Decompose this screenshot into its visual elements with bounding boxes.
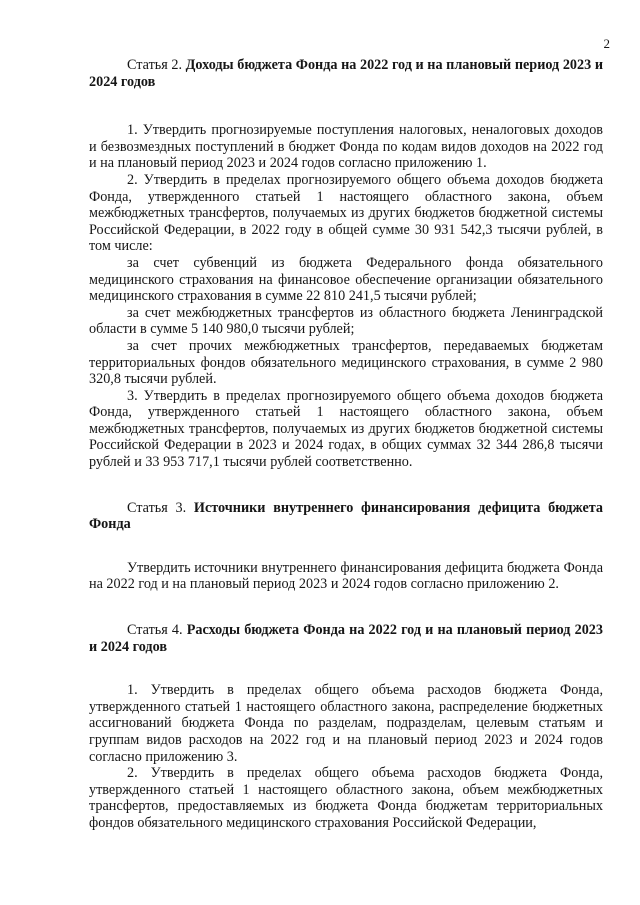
article-2-label: Статья 2. — [127, 57, 183, 73]
article-2-paragraph-3: за счет субвенций из бюджета Федерального фонда обязательного медицинского страхования на финансовое обеспечение организации обязательного медицинского страхования в сумме 22 810 241,5 тысячи рублей; — [89, 254, 603, 305]
article-4-heading — [89, 622, 603, 655]
page-number: 2 — [603, 36, 610, 51]
article-2-paragraph-1: 1. Утвердить прогнозируемые поступления налоговых, неналоговых доходов и безвозмездных поступлений в бюджет Фонда по кодам видов доходов на 2022 год и на плановый период 2023 и 2024 годов согласно приложению 1. — [89, 122, 603, 172]
article-2-title: Доходы бюджета Фонда на 2022 год и на плановый период 2023 и 2024 годов — [89, 57, 603, 90]
article-4-paragraph-1: 1. Утвердить в пределах общего объема расходов бюджета Фонда, утвержденного статьей 1 настоящего областного закона, распределение бюджетных ассигнований бюджета Фонда по разделам, подразделам, целевым статьям и группам видов расходов на 2022 год и на плановый период 2023 и 2024 годов согласно приложению 3. — [89, 682, 603, 765]
document-body — [89, 57, 603, 832]
article-3-heading — [89, 500, 603, 533]
article-4-paragraph-2: 2. Утвердить в пределах общего объема расходов бюджета Фонда, утвержденного статьей 1 настоящего областного закона, объем межбюджетных трансфертов, предоставляемых из бюджета Фонда бюджетам территориальных фондов обязательного медицинского страхования Российской Федерации, — [89, 765, 603, 831]
article-4-title: Расходы бюджета Фонда на 2022 год и на плановый период 2023 и 2024 годов — [89, 622, 603, 655]
article-3-paragraph-1: Утвердить источники внутреннего финансирования дефицита бюджета Фонда на 2022 год и на плановый период 2023 и 2024 годов согласно приложению 2. — [89, 559, 603, 593]
article-2-paragraph-2: 2. Утвердить в пределах прогнозируемого общего объема доходов бюджета Фонда, утвержденного статьей 1 настоящего областного закона, объем межбюджетных трансфертов, получаемых из других бюджетов бюджетной системы Российской Федерации, в 2022 году в общей сумме 30 931 542,3 тысячи рублей, в том числе: — [89, 171, 603, 255]
article-2-paragraph-6: 3. Утвердить в пределах прогнозируемого общего объема доходов бюджета Фонда, утвержденного статьей 1 настоящего областного закона, объем межбюджетных трансфертов, получаемых из других бюджетов бюджетной системы Российской Федерации в 2023 и 2024 годах, в общих суммах 32 344 286,8 тысячи рублей и 33 953 717,1 тысячи рублей соответственно. — [89, 387, 603, 471]
article-3-label: Статья 3. — [127, 499, 187, 516]
article-2-paragraph-4: за счет межбюджетных трансфертов из областного бюджета Ленинградской области в сумме 5 140 980,0 тысячи рублей; — [89, 304, 603, 338]
article-2-paragraph-5: за счет прочих межбюджетных трансфертов, передаваемых бюджетам территориальных фондов обязательного медицинского страхования, в сумме 2 980 320,8 тысячи рублей. — [89, 337, 603, 388]
article-3-title: Источники внутреннего финансирования дефицита бюджета Фонда — [89, 499, 604, 533]
article-4-label: Статья 4. — [127, 622, 183, 639]
article-2-heading — [89, 57, 603, 90]
